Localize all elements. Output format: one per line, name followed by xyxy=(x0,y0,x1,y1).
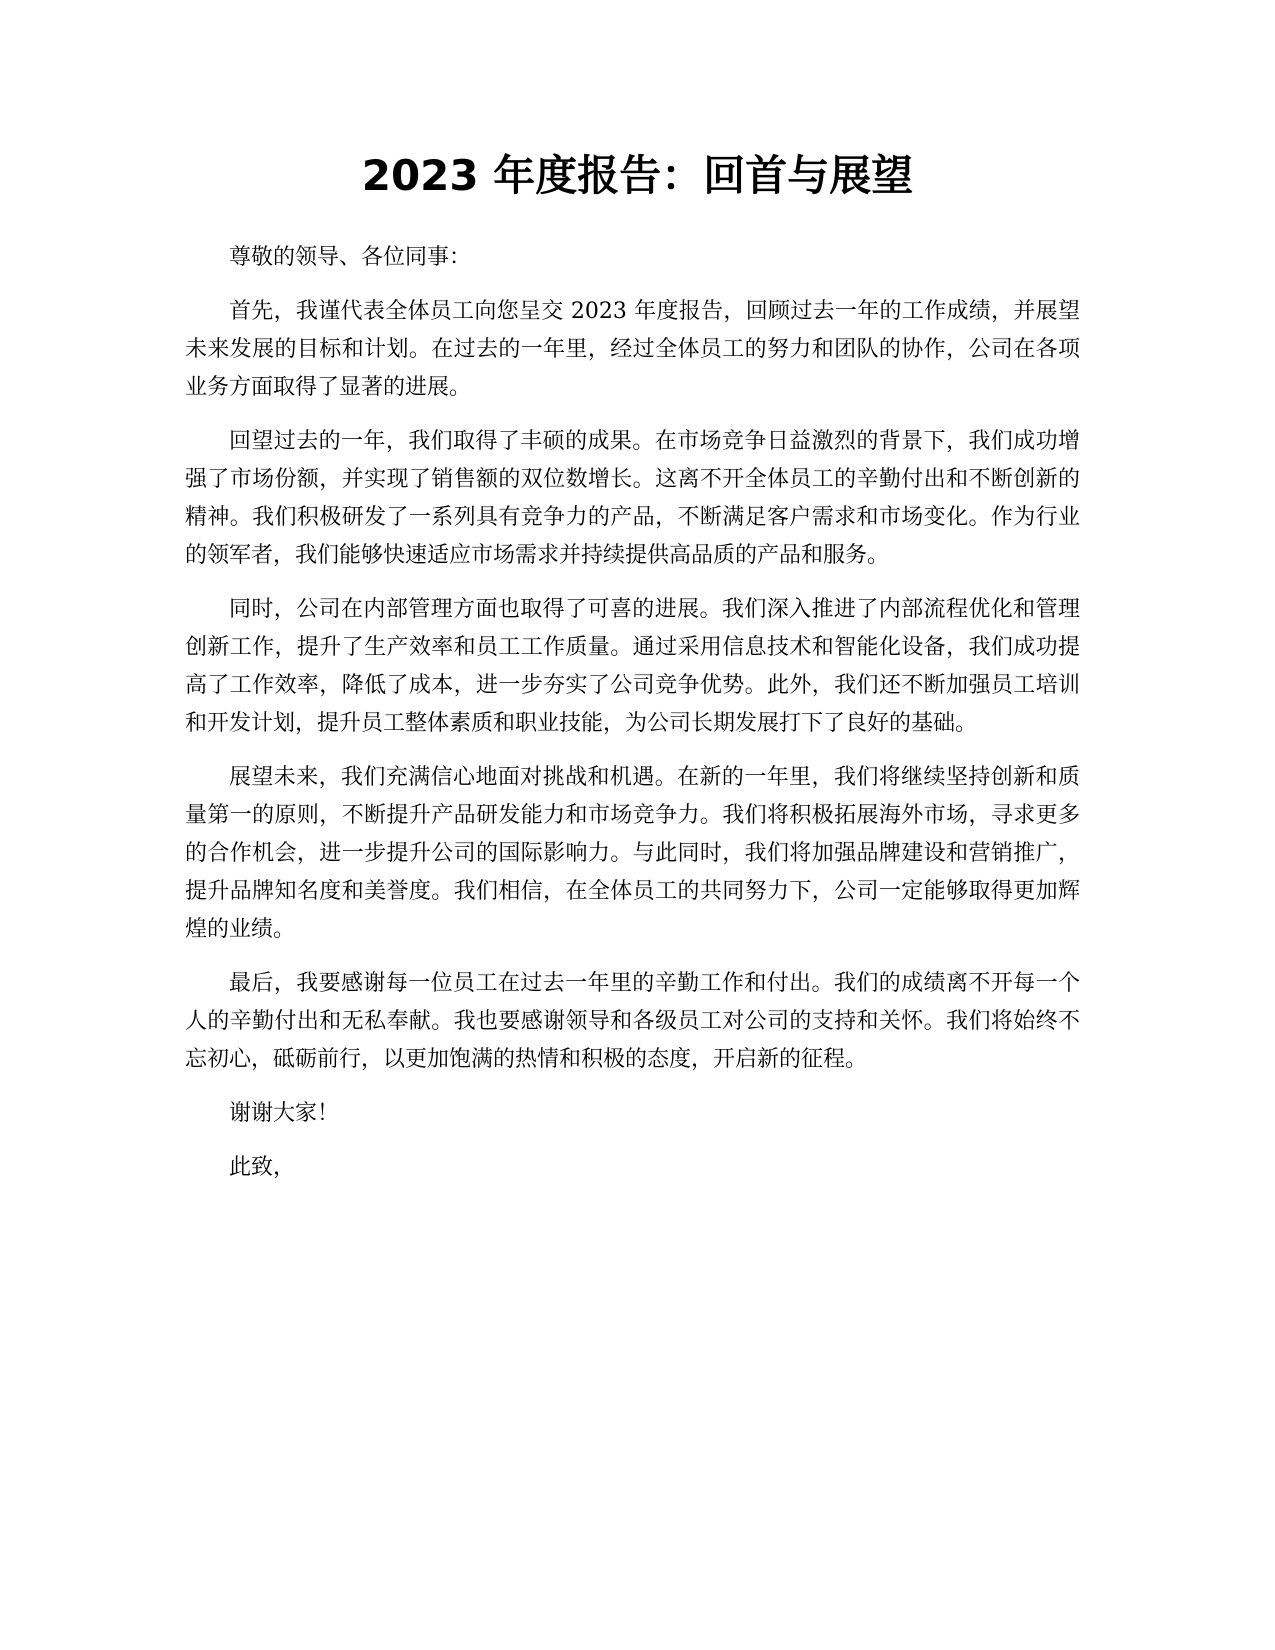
paragraph-review: 回望过去的一年，我们取得了丰硕的成果。在市场竞争日益激烈的背景下，我们成功增强了市场份额，并实现了销售额的双位数增长。这离不开全体员工的辛勤付出和不断创新的精神。我们积极研发了一系列具有竞争力的产品，不断满足客户需求和市场变化。作为行业的领军者，我们能够快速适应市场需求并持续提供高品质的产品和服务。 xyxy=(185,429,1080,568)
closing-regards: 此致， xyxy=(229,1155,296,1180)
salutation: 尊敬的领导、各位同事： xyxy=(229,245,472,270)
paragraph-outlook: 展望未来，我们充满信心地面对挑战和机遇。在新的一年里，我们将继续坚持创新和质量第一的原则，不断提升产品研发能力和市场竞争力。我们将积极拓展海外市场，寻求更多的合作机会，进一步提升公司的国际影响力。与此同时，我们将加强品牌建设和营销推广，提升品牌知名度和美誉度。我们相信，在全体员工的共同努力下，公司一定能够取得更加辉煌的业绩。 xyxy=(185,765,1080,942)
document-title: 2023 年度报告：回首与展望 xyxy=(361,151,914,200)
paragraph-management: 同时，公司在内部管理方面也取得了可喜的进展。我们深入推进了内部流程优化和管理创新工作，提升了生产效率和员工工作质量。通过采用信息技术和智能化设备，我们成功提高了工作效率，降低了成本，进一步夯实了公司竞争优势。此外，我们还不断加强员工培训和开发计划，提升员工整体素质和职业技能，为公司长期发展打下了良好的基础。 xyxy=(185,597,1080,736)
closing-thanks: 谢谢大家！ xyxy=(229,1101,340,1126)
paragraph-thanks: 最后，我要感谢每一位员工在过去一年里的辛勤工作和付出。我们的成绩离不开每一个人的辛勤付出和无私奉献。我也要感谢领导和各级员工对公司的支持和关怀。我们将始终不忘初心，砥砺前行，以更加饱满的热情和积极的态度，开启新的征程。 xyxy=(185,971,1080,1072)
document-body xyxy=(185,239,1080,1203)
paragraph-intro: 首先，我谨代表全体员工向您呈交 2023 年度报告，回顾过去一年的工作成绩，并展望未来发展的目标和计划。在过去的一年里，经过全体员工的努力和团队的协作，公司在各项业务方面取得了显著的进展。 xyxy=(185,299,1080,400)
